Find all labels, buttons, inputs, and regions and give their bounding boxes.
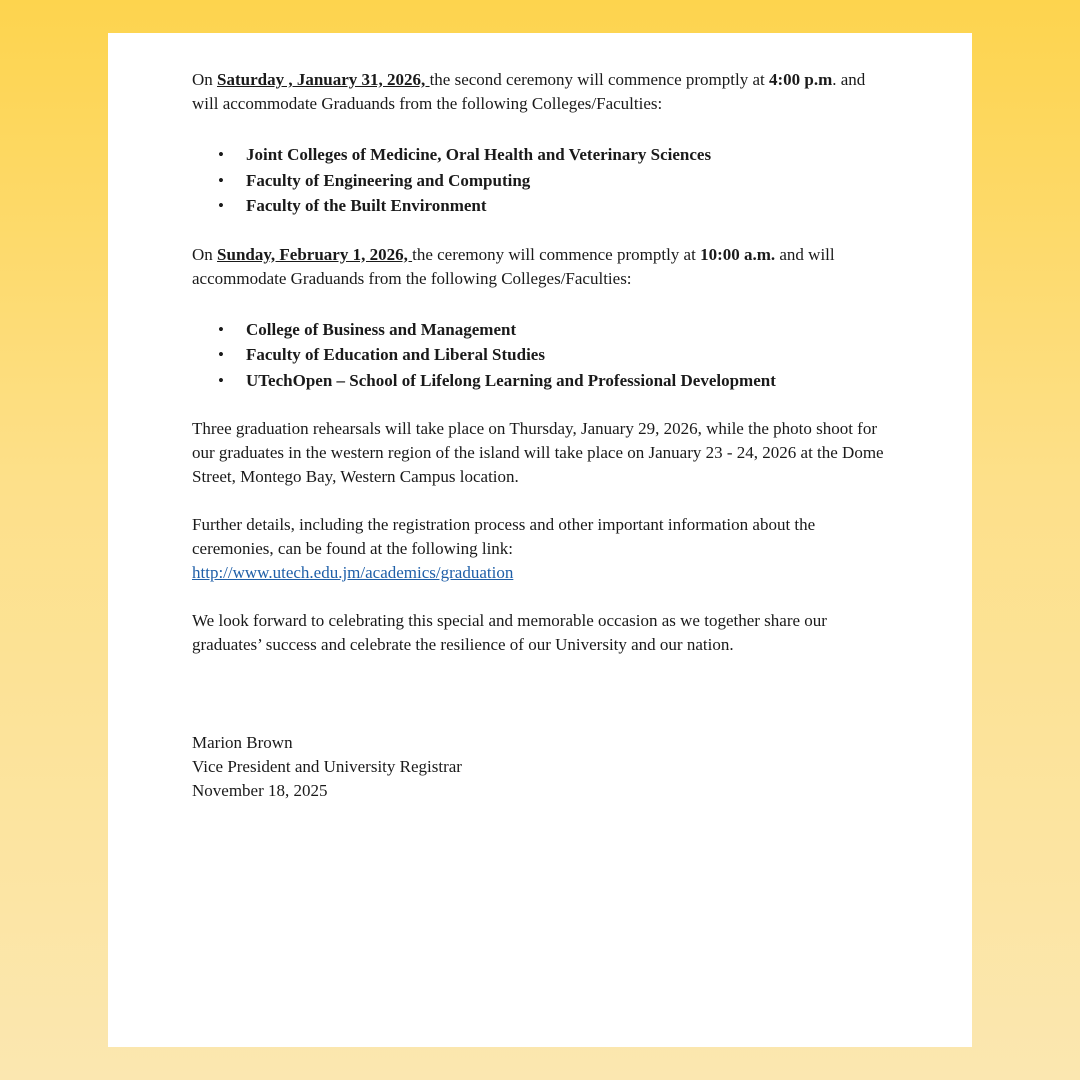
faculty-name: Joint Colleges of Medicine, Oral Health and Veterinary Sciences [246, 145, 712, 164]
faculty-name: Faculty of Education and Liberal Studies [246, 345, 545, 364]
ceremony2-faculty-list [192, 317, 890, 394]
ceremony1-mid: the second ceremony will commence promptly at [429, 70, 769, 89]
list-item [192, 342, 890, 368]
ceremony1-suffix: . and will accommodate Graduands from the following Colleges/Faculties: [192, 70, 866, 113]
signature-date: November 18, 2025 [192, 781, 328, 800]
ceremony2-prefix: On [192, 244, 218, 264]
list-item [192, 193, 890, 219]
bullet-icon: • [218, 370, 224, 390]
faculty-name: Faculty of Engineering and Computing [246, 170, 531, 190]
rehearsal-paragraph: Three graduation rehearsals will take place on Thursday, January 29, 2026, while the photo shoot for our graduates in the western region of the island will take place on January 23 - 24, 2026 at the Dome Street, Montego Bay, Western Campus location. [192, 419, 884, 486]
bullet-icon: • [218, 170, 224, 190]
signature-block [192, 731, 890, 803]
bullet-icon: • [218, 319, 224, 339]
closing-paragraph: We look forward to celebrating this special and memorable occasion as we together share our graduates’ success and celebrate the resilience of our University and our nation. [192, 611, 827, 654]
signatory-name: Marion Brown [192, 733, 293, 752]
bullet-icon: • [218, 145, 224, 164]
ceremony2-suffix: and will accommodate Graduands from the following Colleges/Faculties: [192, 244, 835, 288]
details-text: Further details, including the registration process and other important information about the ceremonies, can be found at the following link: [192, 515, 816, 558]
details-paragraph [192, 513, 890, 585]
ceremony1-prefix: On [192, 70, 218, 89]
signatory-title: Vice President and University Registrar [192, 757, 462, 776]
ceremony1-paragraph [192, 68, 890, 116]
document-page [108, 33, 972, 1047]
faculty-name: Faculty of the Built Environment [246, 196, 487, 215]
ceremony2-time: 10:00 a.m. [700, 244, 776, 264]
list-item [192, 317, 890, 343]
bullet-icon: • [218, 196, 224, 215]
ceremony2-mid: the ceremony will commence promptly at [412, 244, 701, 264]
graduation-link[interactable]: http://www.utech.edu.jm/academics/graduation [192, 563, 514, 582]
list-item [192, 368, 890, 394]
ceremony2-date: Sunday, February 1, 2026, [217, 244, 413, 264]
list-item [192, 168, 890, 194]
faculty-name: College of Business and Management [246, 319, 517, 339]
faculty-name: UTechOpen – School of Lifelong Learning and Professional Development [246, 370, 776, 390]
ceremony1-time: 4:00 p.m [768, 70, 833, 89]
ceremony2-paragraph [192, 243, 890, 291]
ceremony1-date: Saturday , January 31, 2026, [217, 70, 430, 89]
list-item [192, 142, 890, 168]
bullet-icon: • [218, 345, 224, 364]
ceremony1-faculty-list [192, 142, 890, 219]
